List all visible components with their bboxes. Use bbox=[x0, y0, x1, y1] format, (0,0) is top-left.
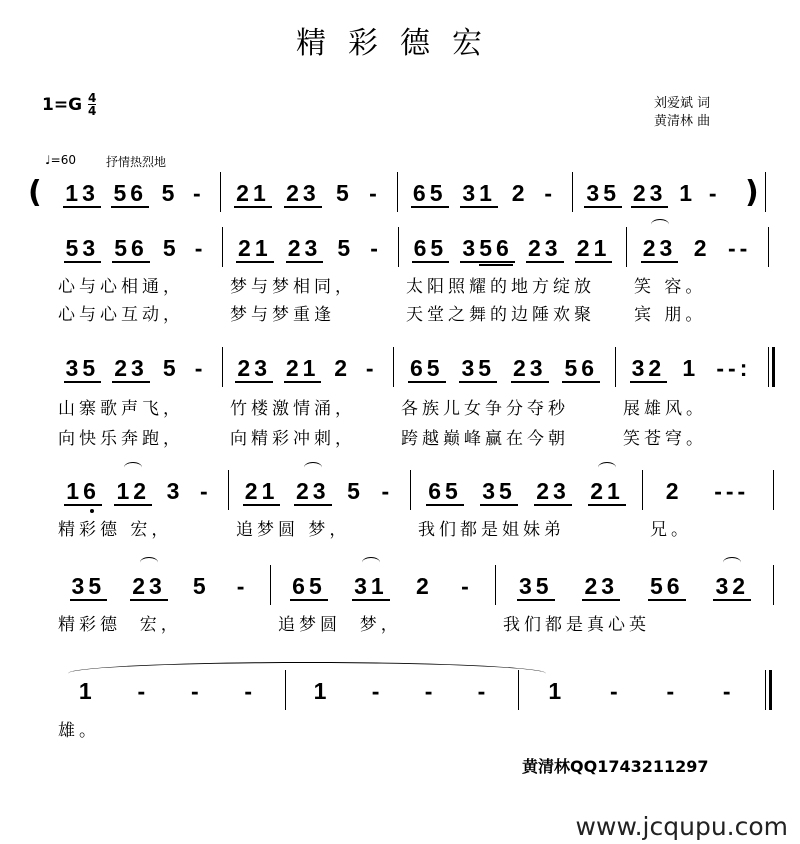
note-text: -- bbox=[727, 235, 752, 261]
barline bbox=[495, 565, 496, 605]
note-group bbox=[582, 573, 620, 601]
note-text: 56 bbox=[113, 180, 148, 206]
note-group bbox=[460, 180, 498, 208]
note-text: 12 bbox=[116, 478, 151, 504]
note-group bbox=[412, 235, 450, 263]
note-group bbox=[294, 478, 332, 506]
note-text: 35 bbox=[65, 355, 100, 381]
barline bbox=[626, 227, 627, 267]
lyric-segment: 山寨歌声飞， bbox=[58, 399, 184, 419]
note-text: - bbox=[609, 678, 622, 704]
note-group bbox=[111, 180, 149, 208]
note-group bbox=[286, 235, 324, 263]
note-group bbox=[64, 478, 102, 506]
expression: 抒情热烈地 bbox=[105, 155, 166, 169]
note-text: 23 bbox=[287, 235, 322, 261]
note-text: - bbox=[708, 180, 721, 206]
note-text: - bbox=[381, 478, 394, 504]
note-group bbox=[191, 573, 212, 599]
lyric-segment: 展雄风。 bbox=[623, 399, 707, 419]
score-row bbox=[0, 235, 800, 275]
note-text: 13 bbox=[65, 180, 99, 206]
measure bbox=[58, 355, 214, 383]
note-group bbox=[165, 478, 186, 504]
watermark: www.jcqupu.com bbox=[575, 812, 788, 841]
note-group bbox=[112, 235, 150, 263]
note-text: 32 bbox=[715, 573, 750, 599]
note-group bbox=[575, 235, 613, 263]
note-text: - bbox=[244, 678, 257, 704]
note-text: 23 bbox=[295, 478, 330, 504]
measure bbox=[503, 573, 765, 601]
note-group bbox=[726, 235, 753, 261]
note-text: - bbox=[193, 180, 205, 206]
tie-arc bbox=[68, 662, 546, 685]
note-text: 23 bbox=[584, 573, 619, 599]
note-text: 5 bbox=[347, 478, 364, 504]
lyric-segment: 各族儿女争分夺秒 bbox=[401, 399, 569, 419]
note-group bbox=[517, 573, 555, 601]
note-group bbox=[712, 478, 751, 504]
time-signature bbox=[88, 92, 96, 117]
lyricist: 刘爱斌 词 bbox=[654, 96, 711, 111]
barline bbox=[572, 172, 573, 212]
note-group bbox=[631, 180, 669, 208]
note-text: 21 bbox=[244, 478, 279, 504]
measure bbox=[580, 180, 727, 208]
note-group bbox=[534, 478, 572, 506]
measure bbox=[278, 573, 487, 601]
note-text: 21 bbox=[236, 180, 270, 206]
intro-close-paren: ) bbox=[745, 175, 759, 210]
lyric-segment: 向精彩冲刺， bbox=[230, 429, 356, 449]
note-group bbox=[542, 180, 558, 206]
note-group bbox=[161, 235, 182, 261]
credits bbox=[654, 95, 710, 131]
note-group bbox=[114, 478, 152, 506]
tie-arc bbox=[124, 462, 142, 473]
measure bbox=[236, 478, 402, 506]
barline bbox=[398, 227, 399, 267]
note-group bbox=[161, 355, 182, 381]
measure bbox=[230, 355, 385, 383]
note-text: 35 bbox=[461, 355, 496, 381]
tie-arc bbox=[362, 557, 380, 568]
lyric-segment: 笑 容。 bbox=[634, 277, 707, 297]
note-group bbox=[414, 573, 435, 599]
lyric-segment: 兄。 bbox=[650, 520, 692, 540]
note-group bbox=[334, 180, 355, 206]
note-text: - bbox=[369, 180, 381, 206]
lyric-segment: 向快乐奔跑， bbox=[58, 429, 184, 449]
note-group bbox=[368, 235, 384, 261]
note-text: 23 bbox=[114, 355, 148, 381]
lyric-segment: 追梦圆 梦， bbox=[236, 520, 351, 540]
barline bbox=[222, 347, 223, 387]
note-text: 23 bbox=[132, 573, 166, 599]
note-text: - bbox=[365, 355, 378, 381]
note-group bbox=[630, 355, 668, 383]
lyric-segment: 梦与梦重逢 bbox=[230, 305, 335, 325]
lyric-segment: 我们都是真心英 bbox=[503, 615, 650, 635]
note-text: 2 bbox=[693, 235, 711, 261]
note-text: 5 bbox=[162, 235, 180, 261]
note-text: 65 bbox=[413, 235, 448, 261]
barline bbox=[228, 470, 229, 510]
note-group bbox=[160, 180, 181, 206]
note-text: 5 bbox=[162, 355, 180, 381]
measure bbox=[623, 355, 760, 383]
note-group bbox=[345, 478, 366, 504]
score-row bbox=[0, 478, 800, 518]
barline bbox=[773, 565, 774, 605]
note-text: 35 bbox=[518, 573, 553, 599]
note-group bbox=[243, 478, 281, 506]
lyric-segment: 心与心互动， bbox=[58, 305, 184, 325]
note-group bbox=[130, 573, 168, 601]
note-group bbox=[692, 235, 713, 261]
note-text: 53 bbox=[65, 235, 100, 261]
note-text: 65 bbox=[409, 355, 444, 381]
note-text: - bbox=[137, 678, 150, 704]
note-group bbox=[64, 235, 102, 263]
tie-arc bbox=[598, 462, 616, 473]
note-group bbox=[284, 180, 322, 208]
footer-credit: 黄清林QQ1743211297 bbox=[522, 757, 709, 776]
note-group bbox=[426, 478, 464, 506]
note-group bbox=[546, 678, 567, 704]
note-group bbox=[721, 678, 737, 704]
note-text: - bbox=[544, 180, 557, 206]
note-group: 356 bbox=[460, 235, 514, 263]
lyric-segment: 梦与梦相同， bbox=[230, 277, 356, 297]
barline bbox=[768, 227, 769, 267]
note-text: 5 bbox=[161, 180, 179, 206]
tie-arc bbox=[304, 462, 322, 473]
measure bbox=[230, 235, 390, 263]
note-text: 35 bbox=[586, 180, 620, 206]
lyric-segment: 太阳照耀的地方绽放 bbox=[406, 277, 595, 297]
note-text: 31 bbox=[354, 573, 388, 599]
measure bbox=[418, 478, 634, 506]
measure bbox=[650, 478, 765, 504]
note-group bbox=[608, 678, 624, 704]
note-text: --: bbox=[716, 355, 752, 381]
measure bbox=[58, 573, 262, 601]
note-text: 21 bbox=[238, 235, 272, 261]
barline bbox=[773, 470, 774, 510]
lyric-segment: 雄。 bbox=[58, 721, 100, 741]
measure bbox=[406, 235, 618, 263]
key: 1=G bbox=[42, 94, 83, 115]
note-group bbox=[511, 355, 549, 383]
note-group bbox=[352, 573, 390, 601]
note-text: 23 bbox=[237, 355, 271, 381]
note-text: 1 bbox=[679, 180, 697, 206]
measure bbox=[58, 235, 214, 263]
low-octave-dot bbox=[90, 509, 94, 513]
measure bbox=[526, 678, 757, 704]
lyric-segment: 追梦圆 梦， bbox=[278, 615, 402, 635]
note-group bbox=[707, 180, 723, 206]
note-text: - bbox=[722, 678, 735, 704]
double-barline bbox=[765, 670, 772, 710]
lyric-segment: 我们都是姐妹弟 bbox=[418, 520, 565, 540]
note-text: 5 bbox=[192, 573, 210, 599]
note-group bbox=[562, 355, 600, 383]
note-text: 1 bbox=[548, 678, 566, 704]
note-text: - bbox=[194, 235, 207, 261]
measure bbox=[634, 235, 760, 263]
note-text: - bbox=[461, 573, 473, 599]
note-text: 16 bbox=[66, 478, 100, 504]
note-text: 1 bbox=[313, 678, 331, 704]
lyric-segment: 精彩德 宏， bbox=[58, 520, 173, 540]
note-group bbox=[193, 235, 209, 261]
lyric-segment: 竹楼激情涌， bbox=[230, 399, 356, 419]
note-text: 23 bbox=[512, 355, 547, 381]
composer: 黄清林 曲 bbox=[654, 114, 711, 129]
note-text: - bbox=[666, 678, 679, 704]
note-group bbox=[335, 235, 356, 261]
note-group bbox=[664, 678, 680, 704]
note-group bbox=[408, 355, 446, 383]
note-text: 5 bbox=[336, 180, 353, 206]
barline bbox=[410, 470, 411, 510]
measure bbox=[58, 478, 220, 506]
note-text: - bbox=[190, 678, 203, 704]
note-text: - bbox=[371, 678, 384, 704]
barline bbox=[615, 347, 616, 387]
note-group bbox=[235, 573, 251, 599]
measure bbox=[58, 180, 212, 208]
lyric-segment: 跨越巅峰赢在今朝 bbox=[401, 429, 569, 449]
note-group bbox=[235, 355, 273, 383]
note-text: - bbox=[370, 235, 382, 261]
note-group bbox=[191, 180, 207, 206]
note-text: 21 bbox=[285, 355, 320, 381]
note-group bbox=[510, 180, 531, 206]
note-group bbox=[332, 355, 353, 381]
note-group bbox=[713, 573, 751, 601]
tie-arc bbox=[651, 219, 669, 230]
note-text: 35 bbox=[71, 573, 106, 599]
lyric-segment: 宾 朋。 bbox=[634, 305, 707, 325]
barline bbox=[397, 172, 398, 212]
note-group bbox=[584, 180, 622, 208]
note-group bbox=[367, 180, 383, 206]
note-group bbox=[526, 235, 564, 263]
note-group bbox=[680, 355, 701, 381]
tie-arc bbox=[723, 557, 741, 568]
note-group bbox=[236, 235, 274, 263]
note-text: 5 bbox=[337, 235, 355, 261]
note-text: - bbox=[236, 573, 249, 599]
double-underline-notes: 56 bbox=[479, 235, 513, 266]
score-row bbox=[0, 180, 800, 220]
note-text: 65 bbox=[292, 573, 326, 599]
note-group bbox=[63, 180, 101, 208]
note-text: - bbox=[477, 678, 490, 704]
note-group bbox=[380, 478, 396, 504]
note-text: 3 bbox=[166, 478, 184, 504]
note-group bbox=[459, 573, 475, 599]
note-group bbox=[588, 478, 626, 506]
note-group bbox=[677, 180, 698, 206]
note-text: 21 bbox=[576, 235, 611, 261]
note-text: 1 bbox=[78, 678, 96, 704]
note-group bbox=[480, 478, 518, 506]
note-group bbox=[641, 235, 679, 263]
note-text: 21 bbox=[590, 478, 624, 504]
note-group bbox=[648, 573, 686, 601]
note-text: 23 bbox=[527, 235, 562, 261]
note-text: 32 bbox=[631, 355, 666, 381]
measure bbox=[228, 180, 389, 208]
intro-open-paren: ( bbox=[28, 175, 42, 210]
note-text: 2 bbox=[511, 180, 529, 206]
note-text: 2 bbox=[334, 355, 352, 381]
lyric-segment: 心与心相通， bbox=[58, 277, 184, 297]
note-group bbox=[364, 355, 380, 381]
barline bbox=[642, 470, 643, 510]
barline bbox=[765, 172, 766, 212]
tie-arc bbox=[140, 557, 158, 568]
note-group bbox=[112, 355, 150, 383]
note-group bbox=[459, 355, 497, 383]
note-text: 65 bbox=[428, 478, 462, 504]
barline bbox=[220, 172, 221, 212]
score-row bbox=[0, 355, 800, 395]
lyric-segment: 天堂之舞的边陲欢聚 bbox=[406, 305, 595, 325]
barline bbox=[270, 565, 271, 605]
key-signature bbox=[42, 92, 96, 117]
note-text: 23 bbox=[642, 235, 677, 261]
note-text: 56 bbox=[649, 573, 684, 599]
note-group bbox=[411, 180, 449, 208]
measure bbox=[405, 180, 564, 208]
note-text: --- bbox=[714, 478, 750, 504]
barline bbox=[222, 227, 223, 267]
note-group bbox=[64, 355, 102, 383]
note-group bbox=[284, 355, 322, 383]
song-title: 精彩德宏 bbox=[296, 26, 504, 61]
note-group bbox=[198, 478, 214, 504]
tempo bbox=[45, 153, 166, 170]
measure bbox=[401, 355, 607, 383]
barline bbox=[393, 347, 394, 387]
note-group bbox=[290, 573, 328, 601]
note-group bbox=[234, 180, 272, 208]
note-text: 2 bbox=[665, 478, 683, 504]
score-row bbox=[0, 573, 800, 613]
note-text: - bbox=[424, 678, 437, 704]
note-group bbox=[664, 478, 685, 504]
note-text: 65 bbox=[412, 180, 447, 206]
note-group bbox=[70, 573, 108, 601]
note-text: 23 bbox=[632, 180, 667, 206]
note-text: 31 bbox=[462, 180, 496, 206]
note-group bbox=[714, 355, 753, 381]
note-text: - bbox=[194, 355, 207, 381]
note-text: 23 bbox=[536, 478, 570, 504]
note-text: 56 bbox=[114, 235, 148, 261]
double-barline bbox=[768, 347, 775, 387]
note-text: 23 bbox=[286, 180, 320, 206]
note-text: 56 bbox=[564, 355, 599, 381]
time-top: 4 bbox=[88, 91, 97, 105]
tempo-mark: ♩=60 bbox=[45, 153, 76, 167]
note-text: 35 bbox=[482, 478, 516, 504]
lyric-segment: 笑苍穹。 bbox=[623, 429, 707, 449]
note-group bbox=[193, 355, 209, 381]
note-text: 1 bbox=[682, 355, 700, 381]
time-bottom: 4 bbox=[88, 104, 97, 118]
note-text: - bbox=[200, 478, 212, 504]
lyric-segment: 精彩德 宏， bbox=[58, 615, 182, 635]
note-text: 2 bbox=[416, 573, 433, 599]
